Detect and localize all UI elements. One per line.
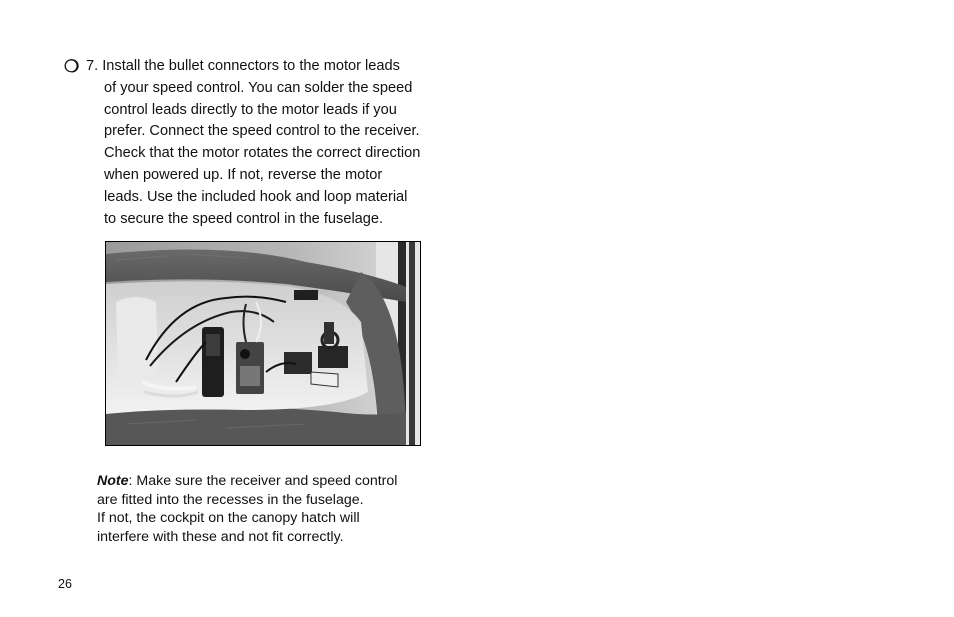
note-line-3: If not, the cockpit on the canopy hatch will [97,510,360,527]
fuselage-photo [105,241,421,446]
step-line-4: prefer. Connect the speed control to the receiver. [104,123,420,140]
step-line-2: of your speed control. You can solder the speed [104,79,413,96]
step-line-6: when powered up. If not, reverse the motor [104,166,383,183]
note-line-1 [97,472,437,491]
step-line-7: leads. Use the included hook and loop material [104,188,408,205]
page-number: 26 [58,577,72,591]
step-7-instructions [64,56,444,230]
step-line-5: Check that the motor rotates the correct direction [104,145,421,162]
step-line-3: control leads directly to the motor leads if you [104,101,397,118]
circle-checkbox-icon: ❍ [64,57,80,76]
step-line-1: 7. Install the bullet connectors to the motor leads [86,58,400,74]
step-line-8: to secure the speed control in the fuselage. [104,210,384,227]
note-label: Note [97,473,129,489]
note-line-1-text: : Make sure the receiver and speed control [128,473,398,489]
note-paragraph [97,472,437,546]
note-line-4: interfere with these and not fit correctly. [97,528,344,545]
note-line-2: are fitted into the recesses in the fuselage. [97,491,364,508]
